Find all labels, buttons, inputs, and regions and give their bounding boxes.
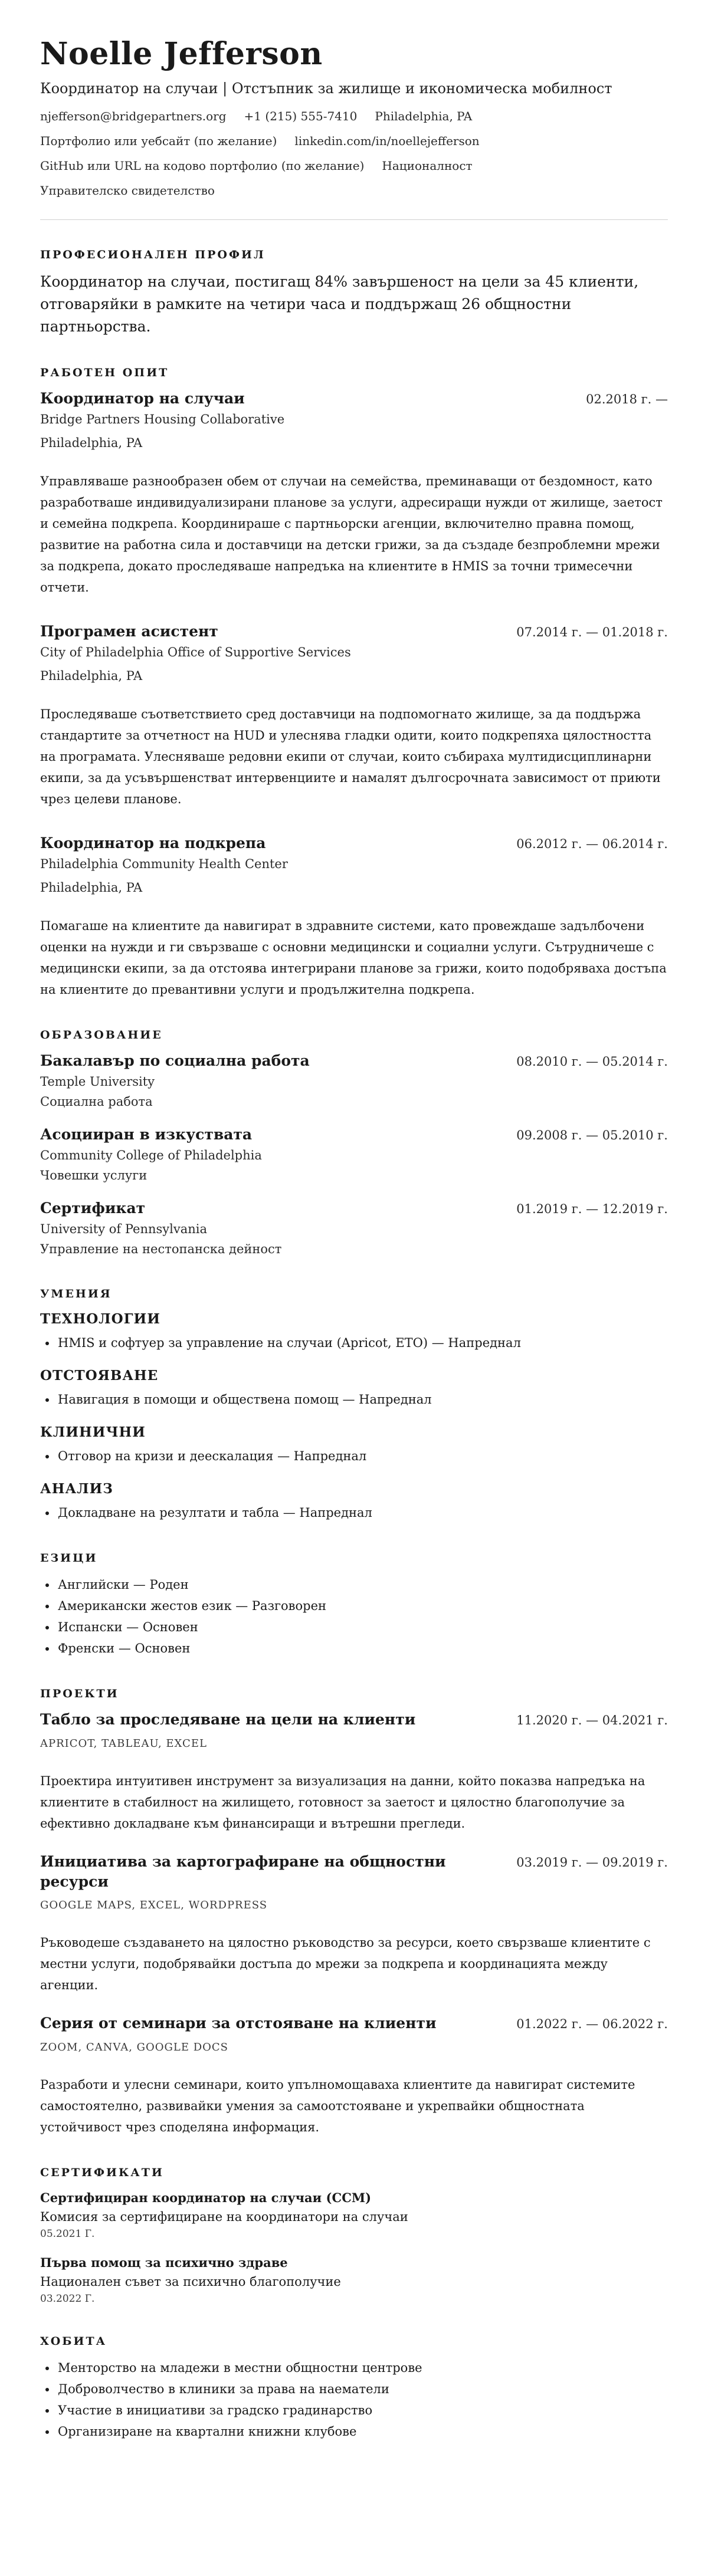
job-date: 06.2012 г. — 06.2014 г. bbox=[516, 837, 668, 851]
profile-summary: Координатор на случаи, постигащ 84% завършеност на цели за 45 клиенти, отговаряйки в рамките на четири часа и поддържащ 26 общностни партньорства. bbox=[40, 273, 639, 335]
project-description: Разработи и улесни семинари, които упълномощаваха клиентите да навигират системите самостоятелно, развивайки умения за самоотстояване и укрепвайки общностната устойчивост чрез споделяна информация. bbox=[40, 2078, 635, 2134]
skill-list bbox=[40, 1332, 668, 1353]
job-organization: Philadelphia Community Health Center bbox=[40, 857, 288, 871]
degree-title: Бакалавър по социална работа bbox=[40, 1052, 310, 1069]
experience-entry bbox=[40, 622, 668, 810]
job-description: Проследяваше съответствието сред доставчици на подпомогнато жилище, за да поддържа стандартите за отчетност на HUD и улеснява гладки одити, които подкрепяха цялостността на програмата. Улесняваше редовни екипи от случаи, които събираха мултидисциплинарни екипи, за да усъвършенстват интервенциите и намалят дългосрочната зависимост от приюти чрез целеви планове. bbox=[40, 707, 661, 806]
degree-date: 08.2010 г. — 05.2014 г. bbox=[516, 1054, 668, 1069]
nationality-text: Националност bbox=[382, 159, 473, 173]
list-item: • Доброволчество в клиники за права на наематели bbox=[57, 2378, 668, 2400]
certificate-date: 03.2022 Г. bbox=[40, 2293, 95, 2305]
list-item: • Отговор на кризи и деескалация — Напреднал bbox=[57, 1445, 668, 1467]
degree-date: 01.2019 г. — 12.2019 г. bbox=[516, 1202, 668, 1216]
linkedin-link[interactable]: linkedin.com/in/noellejefferson bbox=[294, 134, 480, 148]
contact-row-1 bbox=[40, 107, 668, 125]
section-title-experience: РАБОТЕН ОПИТ bbox=[40, 366, 169, 379]
project-tech: GOOGLE MAPS, EXCEL, WORDPRESS bbox=[40, 1899, 268, 1911]
section-title-certificates: СЕРТИФИКАТИ bbox=[40, 2166, 164, 2179]
language-list bbox=[40, 1574, 668, 1659]
certificate-entry bbox=[40, 2253, 668, 2306]
field-of-study: Социална работа bbox=[40, 1095, 153, 1109]
list-item: • Докладване на резултати и табла — Напреднал bbox=[57, 1502, 668, 1523]
header-divider bbox=[40, 219, 668, 220]
phone-text[interactable]: +1 (215) 555-7410 bbox=[244, 109, 358, 123]
project-date: 11.2020 г. — 04.2021 г. bbox=[516, 1713, 668, 1727]
skill-category: ОТСТОЯВАНЕ bbox=[40, 1368, 159, 1384]
section-title-languages: ЕЗИЦИ bbox=[40, 1552, 98, 1565]
job-title: Програмен асистент bbox=[40, 623, 218, 640]
candidate-name: Noelle Jefferson bbox=[40, 36, 323, 72]
project-tech: APRICOT, TABLEAU, EXCEL bbox=[40, 1737, 207, 1750]
certificate-title: Сертифициран координатор на случаи (CCM) bbox=[40, 2190, 372, 2205]
job-location: Philadelphia, PA bbox=[40, 880, 143, 895]
school-name: University of Pennsylvania bbox=[40, 1222, 207, 1236]
job-location: Philadelphia, PA bbox=[40, 436, 143, 450]
education-entry bbox=[40, 1198, 668, 1259]
field-of-study: Човешки услуги bbox=[40, 1168, 148, 1182]
project-title: Серия от семинари за отстояване на клиенти bbox=[40, 2015, 437, 2032]
school-name: Community College of Philadelphia bbox=[40, 1148, 262, 1162]
certificate-title: Първа помощ за психично здраве bbox=[40, 2255, 288, 2270]
skill-category: ТЕХНОЛОГИИ bbox=[40, 1311, 160, 1327]
project-tech: ZOOM, CANVA, GOOGLE DOCS bbox=[40, 2041, 229, 2053]
section-title-education: ОБРАЗОВАНИЕ bbox=[40, 1029, 163, 1041]
section-title-skills: УМЕНИЯ bbox=[40, 1287, 112, 1300]
list-item: • HMIS и софтуер за управление на случаи (Apricot, ETO) — Напреднал bbox=[57, 1332, 668, 1353]
experience-entry bbox=[40, 833, 668, 1000]
job-date: 07.2014 г. — 01.2018 г. bbox=[516, 625, 668, 639]
contact-row-2 bbox=[40, 132, 668, 150]
certificate-date: 05.2021 Г. bbox=[40, 2228, 95, 2240]
degree-date: 09.2008 г. — 05.2010 г. bbox=[516, 1128, 668, 1142]
skill-category: АНАЛИЗ bbox=[40, 1481, 113, 1497]
hobby-list bbox=[40, 2357, 668, 2442]
job-organization: Bridge Partners Housing Collaborative bbox=[40, 412, 285, 426]
list-item: • Английски — Роден bbox=[57, 1574, 668, 1595]
contact-row-4 bbox=[40, 182, 668, 199]
job-title: Координатор на случаи bbox=[40, 390, 245, 407]
experience-entry bbox=[40, 389, 668, 598]
license-text: Управителско свидетелство bbox=[40, 183, 215, 198]
certificate-issuer: Национален съвет за психично благополучие bbox=[40, 2275, 341, 2289]
job-organization: City of Philadelphia Office of Supportive Services bbox=[40, 645, 351, 659]
project-entry bbox=[40, 1852, 668, 1996]
skill-list bbox=[40, 1445, 668, 1467]
certificate-entry bbox=[40, 2189, 668, 2242]
job-location: Philadelphia, PA bbox=[40, 669, 143, 683]
skill-category: КЛИНИЧНИ bbox=[40, 1424, 146, 1440]
project-description: Проектира интуитивен инструмент за визуализация на данни, който показва напредъка на клиентите в стабилност на жилището, готовност за заетост и цялостно благополучие за ефективно докладване към финансиращи и вътрешни прегледи. bbox=[40, 1774, 645, 1831]
certificate-issuer: Комисия за сертифициране на координатори на случаи bbox=[40, 2210, 408, 2224]
project-date: 01.2022 г. — 06.2022 г. bbox=[516, 2017, 668, 2031]
email-link[interactable]: njefferson@bridgepartners.org bbox=[40, 109, 227, 123]
degree-title: Сертификат bbox=[40, 1200, 146, 1217]
contact-row-3 bbox=[40, 157, 668, 175]
education-entry bbox=[40, 1125, 668, 1185]
field-of-study: Управление на нестопанска дейност bbox=[40, 1242, 282, 1256]
section-title-projects: ПРОЕКТИ bbox=[40, 1687, 119, 1700]
resume-page bbox=[40, 35, 668, 2442]
list-item: • Американски жестов език — Разговорен bbox=[57, 1595, 668, 1616]
list-item: • Френски — Основен bbox=[57, 1638, 668, 1659]
degree-title: Асоцииран в изкуствата bbox=[40, 1126, 253, 1143]
education-entry bbox=[40, 1051, 668, 1112]
skill-list bbox=[40, 1389, 668, 1410]
school-name: Temple University bbox=[40, 1075, 155, 1089]
section-title-profile: ПРОФЕСИОНАЛЕН ПРОФИЛ bbox=[40, 248, 266, 261]
list-item: • Навигация в помощи и обществена помощ — Напреднал bbox=[57, 1389, 668, 1410]
job-description: Управляваше разнообразен обем от случаи на семейства, преминаващи от бездомност, като разработваше индивидуализирани планове за услуги, адресиращи нужди от жилище, заетост и семейна подкрепа. Координираше с партньорски агенции, включително правна помощ, развитие на работна сила и доставчици на детски грижи, за да създаде безпроблемни мрежи за подкрепа, докато проследяваше напредъка на клиентите в HMIS за точни тримесечни отчети. bbox=[40, 474, 663, 594]
list-item: • Испански — Основен bbox=[57, 1616, 668, 1638]
job-description: Помагаше на клиентите да навигират в здравните системи, като провеждаше задълбочени оценки на нужди и ги свързваше с основни медицински и социални услуги. Сътрудничеше с медицински екипи, за да отстоява интегрирани планове за грижи, които подобряваха достъпа на клиентите до превантивни услуги и продължителна подкрепа. bbox=[40, 919, 667, 997]
list-item: • Организиране на квартални книжни клубове bbox=[57, 2421, 668, 2442]
job-date: 02.2018 г. — bbox=[586, 392, 668, 406]
skill-list bbox=[40, 1502, 668, 1523]
section-title-hobbies: ХОБИТА bbox=[40, 2335, 107, 2348]
project-date: 03.2019 г. — 09.2019 г. bbox=[516, 1855, 668, 1869]
project-title: Табло за проследяване на цели на клиенти bbox=[40, 1711, 416, 1728]
project-entry bbox=[40, 2013, 668, 2138]
job-title: Координатор на подкрепа bbox=[40, 834, 266, 852]
location-text: Philadelphia, PA bbox=[375, 109, 473, 123]
github-link[interactable]: GitHub или URL на кодово портфолио (по желание) bbox=[40, 159, 365, 173]
list-item: • Участие в инициативи за градско градинарство bbox=[57, 2400, 668, 2421]
project-entry bbox=[40, 1710, 668, 1834]
project-description: Ръководеше създаването на цялостно ръководство за ресурси, което свързваше клиентите с местни услуги, подобрявайки достъпа до мрежи за подкрепа и координацията между агенции. bbox=[40, 1936, 651, 1992]
portfolio-link[interactable]: Портфолио или уебсайт (по желание) bbox=[40, 134, 277, 148]
project-title: Инициатива за картографиране на общностни ресурси bbox=[40, 1853, 446, 1890]
list-item: • Менторство на младежи в местни общностни центрове bbox=[57, 2357, 668, 2378]
headline: Координатор на случаи | Отстъпник за жилище и икономическа мобилност bbox=[40, 80, 612, 97]
